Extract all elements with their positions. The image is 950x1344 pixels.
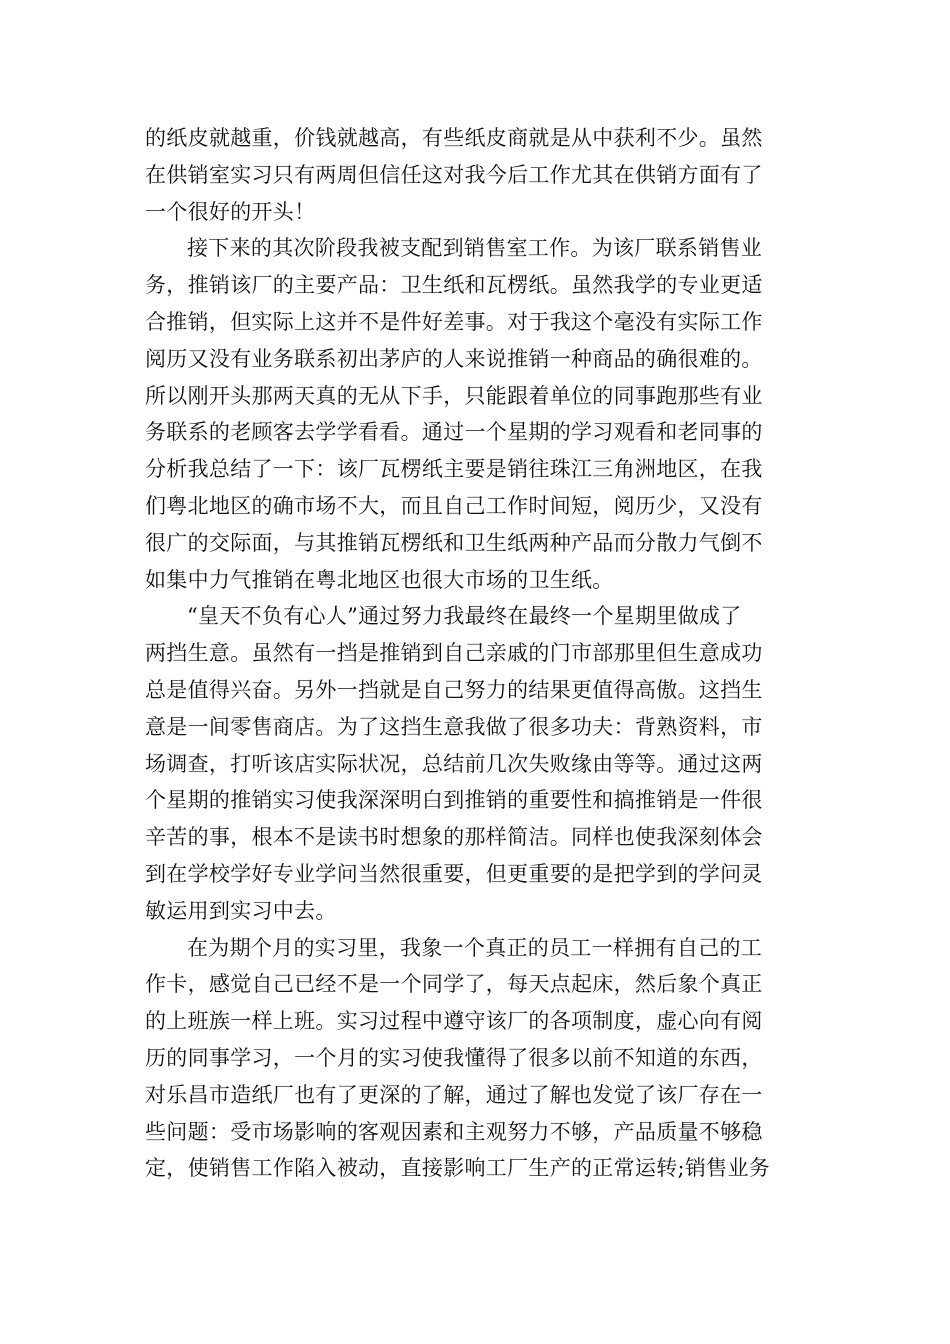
text-line: 场调查，打听该店实际状况，总结前几次失败缘由等等。通过这两 <box>145 751 763 776</box>
text-line: 在为期个月的实习里，我象一个真正的员工一样拥有自己的工 <box>187 935 763 960</box>
text-line: 些问题：受市场影响的客观因素和主观努力不够，产品质量不够稳 <box>145 1119 763 1144</box>
text-line: 阅历又没有业务联系初出茅庐的人来说推销一种商品的确很难的。 <box>145 346 763 371</box>
text-line: 在供销室实习只有两周但信任这对我今后工作尤其在供销方面有了 <box>145 162 763 187</box>
document-page <box>145 120 809 1187</box>
paragraph-4 <box>145 930 809 1188</box>
text-line: 的上班族一样上班。实习过程中遵守该厂的各项制度，虚心向有阅 <box>145 1009 763 1034</box>
text-line: 辛苦的事，根本不是读书时想象的那样简洁。同样也使我深刻体会 <box>145 825 763 850</box>
text-line: 到在学校学好专业学问当然很重要，但更重要的是把学到的学问灵 <box>145 861 763 886</box>
text-line: 定，使销售工作陷入被动，直接影响工厂生产的正常运转;销售业务 <box>145 1156 771 1181</box>
text-line: 们粤北地区的确市场不大，而且自己工作时间短，阅历少，又没有 <box>145 493 763 518</box>
text-line: 个星期的推销实习使我深深明白到推销的重要性和搞推销是一件很 <box>145 788 763 813</box>
text-line: 一个很好的开头！ <box>145 199 316 224</box>
text-line: 分析我总结了一下：该厂瓦楞纸主要是销往珠江三角洲地区，在我 <box>145 457 763 482</box>
text-line: 务联系的老顾客去学学看看。通过一个星期的学习观看和老同事的 <box>145 420 763 445</box>
text-line: 务，推销该厂的主要产品：卫生纸和瓦楞纸。虽然我学的专业更适 <box>145 273 763 298</box>
text-line: 的纸皮就越重，价钱就越高，有些纸皮商就是从中获利不少。虽然 <box>145 126 763 150</box>
text-line: 敏运用到实习中去。 <box>145 898 337 923</box>
text-line: “皇天不负有心人”通过努力我最终在最终一个星期里做成了 <box>187 604 742 629</box>
text-line: 所以刚开头那两天真的无从下手，只能跟着单位的同事跑那些有业 <box>145 383 763 408</box>
paragraph-1 <box>145 120 809 230</box>
text-line: 接下来的其次阶段我被支配到销售室工作。为该厂联系销售业 <box>187 236 763 261</box>
text-line: 两挡生意。虽然有一挡是推销到自己亲戚的门市部那里但生意成功 <box>145 641 763 666</box>
text-line: 如集中力气推销在粤北地区也很大市场的卫生纸。 <box>145 567 614 592</box>
paragraph-2 <box>145 230 809 598</box>
text-line: 总是值得兴奋。另外一挡就是自己努力的结果更值得高傲。这挡生 <box>145 677 763 702</box>
text-line: 合推销，但实际上这并不是件好差事。对于我这个毫没有实际工作 <box>145 309 763 334</box>
text-line: 作卡，感觉自己已经不是一个同学了，每天点起床，然后象个真正 <box>145 972 763 997</box>
paragraph-3 <box>145 598 809 929</box>
text-line: 意是一间零售商店。为了这挡生意我做了很多功夫：背熟资料，市 <box>145 714 763 739</box>
text-line: 很广的交际面，与其推销瓦楞纸和卫生纸两种产品而分散力气倒不 <box>145 530 763 555</box>
text-line: 历的同事学习，一个月的实习使我懂得了很多以前不知道的东西， <box>145 1045 763 1070</box>
text-line: 对乐昌市造纸厂也有了更深的了解，通过了解也发觉了该厂存在一 <box>145 1082 763 1107</box>
